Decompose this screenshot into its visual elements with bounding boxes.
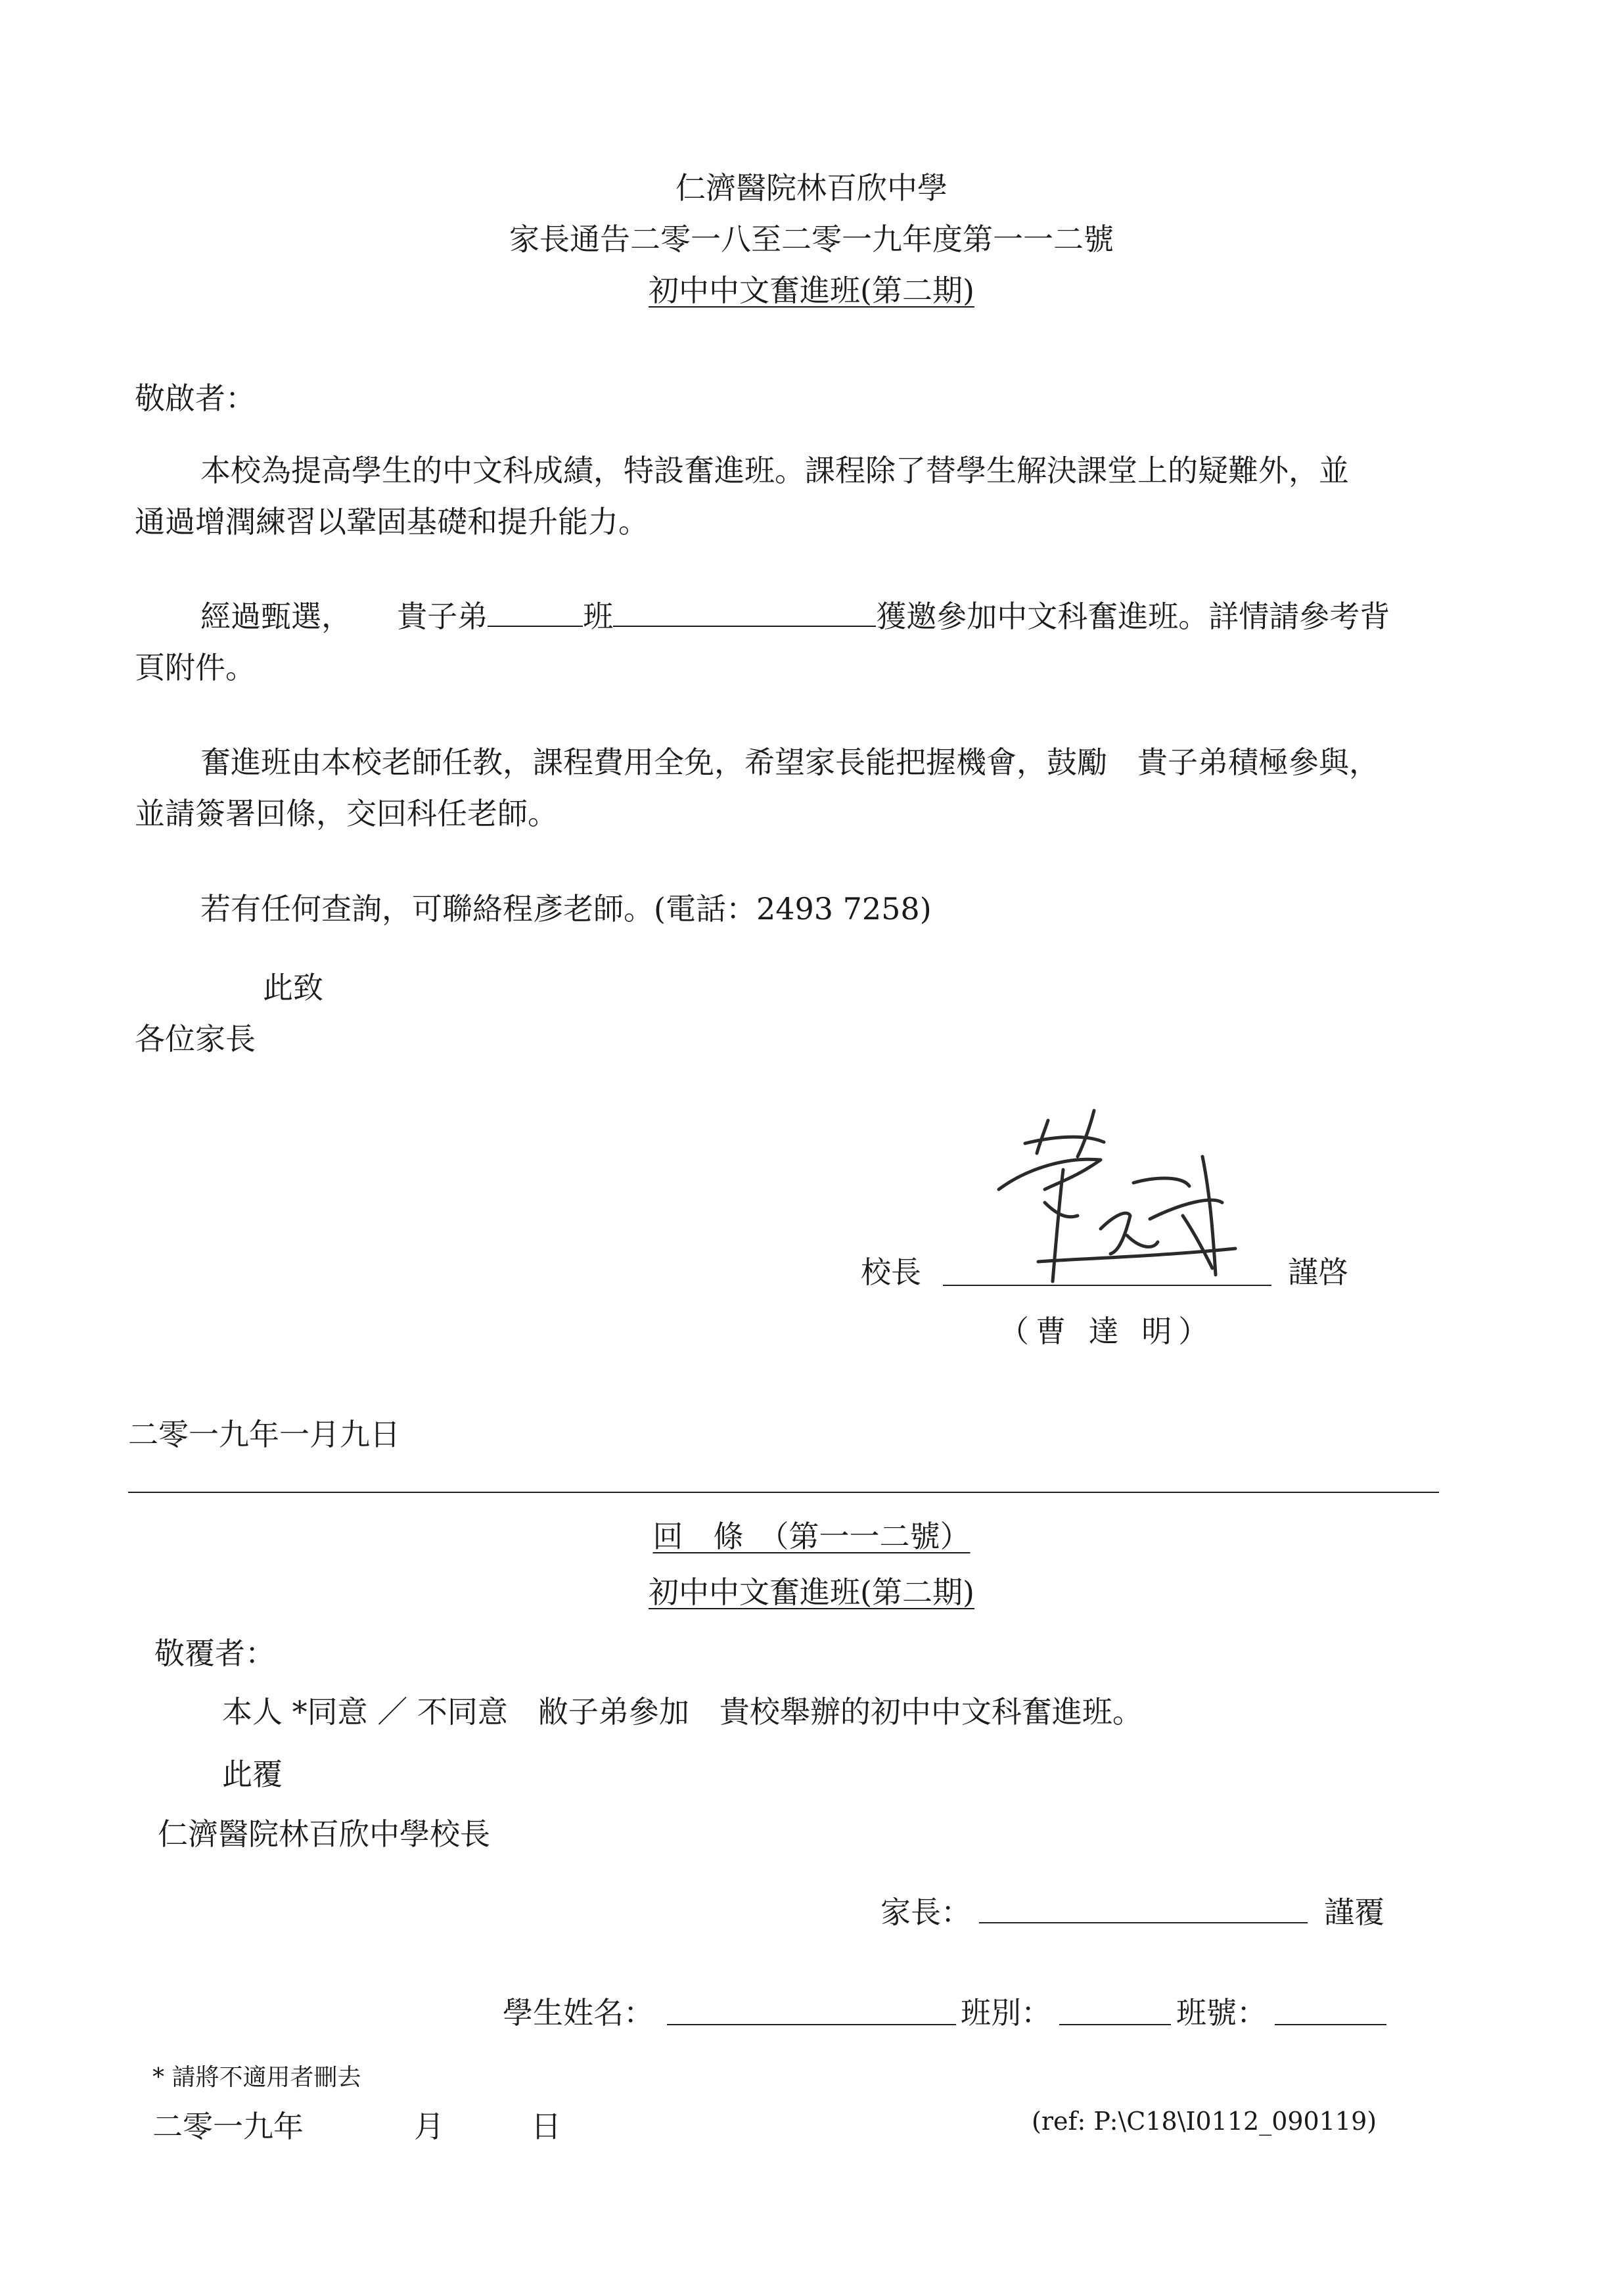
principal-signature [986, 1084, 1275, 1295]
para2-class: 班 [583, 599, 614, 634]
class-field[interactable] [1059, 2024, 1171, 2025]
class-no-label: 班號： [1176, 1995, 1267, 2031]
reply-date-day: 日 [531, 2109, 561, 2144]
reply-subject: 初中中文奮進班(第二期) [649, 1574, 974, 1610]
reply-salutation: 敬覆者： [154, 1636, 275, 1671]
reply-title: 回 條 （第一一二號） [652, 1519, 971, 1554]
class-no-field[interactable] [1275, 2024, 1386, 2025]
parent-label: 家長： [880, 1894, 971, 1930]
class-label: 班別： [961, 1995, 1051, 2031]
para2-suffix: 獲邀參加中文科奮進班。詳情請參考背 [876, 599, 1390, 634]
student-blank[interactable] [613, 599, 876, 627]
reference-code: (ref: P:\C18\I0112_090119) [1032, 2107, 1377, 2136]
para2-prefix: 經過甄選， [200, 599, 352, 634]
school-name: 仁濟醫院林百欣中學 [675, 170, 948, 206]
parent-signature-field[interactable] [979, 1922, 1308, 1923]
principal-signature-line [943, 1285, 1271, 1286]
para2-child: 貴子弟 [397, 599, 488, 634]
reply-body[interactable]: 本人 *同意 ／ 不同意 敝子弟參加 貴校舉辦的初中中文科奮進班。 [222, 1694, 1143, 1730]
para4-enquiry: 若有任何查詢，可聯絡程彥老師。(電話：2493 7258) [200, 891, 932, 927]
student-name-label: 學生姓名： [503, 1995, 654, 2031]
para3-line2: 並請簽署回條，交回科任老師。 [135, 796, 558, 831]
para2-line2: 頁附件。 [135, 650, 256, 685]
para1-line2: 通過增潤練習以鞏固基礎和提升能力。 [135, 504, 649, 540]
para1-line1: 本校為提高學生的中文科成績，特設奮進班。課程除了替學生解決課堂上的疑難外，並 [200, 453, 1349, 488]
reply-date-month: 月 [414, 2109, 444, 2144]
salutation: 敬啟者： [135, 380, 256, 416]
reply-closing: 此覆 [222, 1756, 283, 1792]
notice-date: 二零一九年一月九日 [128, 1417, 400, 1452]
parent-closing: 謹覆 [1324, 1894, 1384, 1930]
closing-regards: 此致 [263, 970, 323, 1005]
notice-number: 家長通告二零一八至二零一九年度第一一二號 [509, 221, 1114, 257]
notice-subject-wrap [0, 272, 1623, 309]
reply-title-wrap [0, 1518, 1623, 1555]
student-name-field[interactable] [667, 2024, 956, 2025]
reply-subject-wrap [0, 1574, 1623, 1611]
principal-label: 校長 [861, 1254, 921, 1290]
para2-line1 [200, 598, 1390, 635]
reply-date-year: 二零一九年 [152, 2109, 304, 2144]
principal-name: （曹 達 明） [999, 1314, 1216, 1349]
notice-subject: 初中中文奮進班(第二期) [649, 273, 974, 308]
reply-addressee: 仁濟醫院林百欣中學校長 [158, 1816, 490, 1852]
class-blank[interactable] [488, 599, 583, 627]
tear-off-line [128, 1492, 1439, 1493]
principal-closing: 謹啓 [1288, 1254, 1348, 1290]
para3-line1: 奮進班由本校老師任教，課程費用全免，希望家長能把握機會，鼓勵 貴子弟積極參與， [200, 745, 1379, 780]
note-delete: * 請將不適用者刪去 [152, 2064, 361, 2091]
closing-addressee: 各位家長 [135, 1021, 256, 1057]
